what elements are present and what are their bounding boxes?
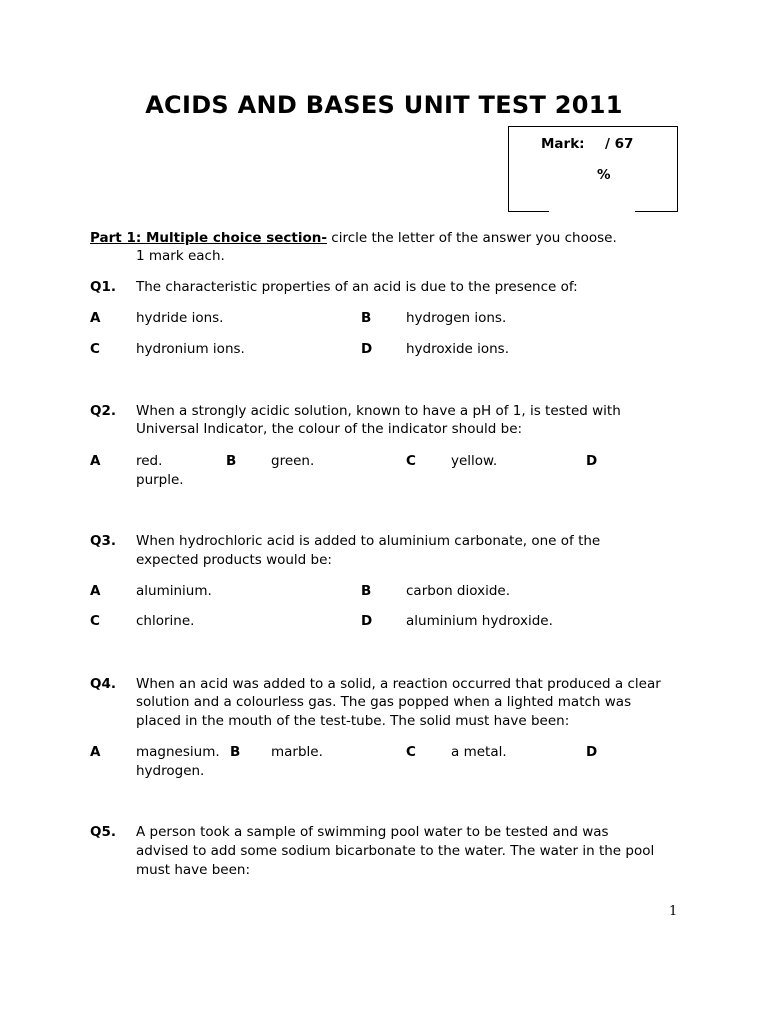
question-text: expected products would be: bbox=[136, 552, 332, 568]
option-letter: C bbox=[406, 744, 416, 760]
option-text: hydride ions. bbox=[136, 310, 224, 326]
option-letter: C bbox=[90, 613, 100, 629]
option-letter: B bbox=[361, 583, 372, 599]
mark-label: Mark: bbox=[541, 136, 585, 152]
option-letter: C bbox=[90, 341, 100, 357]
option-text: aluminium. bbox=[136, 583, 212, 599]
question-text: When a strongly acidic solution, known to have a pH of 1, is tested with bbox=[136, 403, 621, 419]
option-text: carbon dioxide. bbox=[406, 583, 510, 599]
option-letter: C bbox=[406, 453, 416, 469]
mark-out-of: / 67 bbox=[605, 136, 634, 152]
mark-box bbox=[508, 126, 678, 212]
part1-instruction-2: 1 mark each. bbox=[136, 248, 225, 264]
mark-percent: % bbox=[597, 167, 611, 183]
option-text: marble. bbox=[271, 744, 323, 760]
question-text: must have been: bbox=[136, 862, 251, 878]
question-text: When hydrochloric acid is added to aluminium carbonate, one of the bbox=[136, 533, 601, 549]
question-text: advised to add some sodium bicarbonate to the water. The water in the pool bbox=[136, 843, 655, 859]
option-letter: D bbox=[361, 341, 373, 357]
question-text: Universal Indicator, the colour of the indicator should be: bbox=[136, 421, 523, 437]
question-text: The characteristic properties of an acid is due to the presence of: bbox=[136, 279, 578, 295]
option-text: chlorine. bbox=[136, 613, 195, 629]
question-number: Q4. bbox=[90, 676, 116, 692]
question-number: Q1. bbox=[90, 279, 116, 295]
test-title: ACIDS AND BASES UNIT TEST 2011 bbox=[145, 91, 623, 119]
question-number: Q2. bbox=[90, 403, 116, 419]
option-text: red. bbox=[136, 453, 163, 469]
option-text: aluminium hydroxide. bbox=[406, 613, 553, 629]
option-text: purple. bbox=[136, 472, 184, 488]
option-text: hydrogen ions. bbox=[406, 310, 507, 326]
option-letter: A bbox=[90, 583, 101, 599]
option-text: a metal. bbox=[451, 744, 507, 760]
option-text: yellow. bbox=[451, 453, 498, 469]
question-text: solution and a colourless gas. The gas popped when a lighted match was bbox=[136, 694, 632, 710]
page-number: 1 bbox=[669, 904, 678, 919]
part1-instruction: circle the letter of the answer you choose. bbox=[326, 230, 617, 246]
question-text: When an acid was added to a solid, a reaction occurred that produced a clear bbox=[136, 676, 661, 692]
option-letter: A bbox=[90, 744, 101, 760]
option-text: hydrogen. bbox=[136, 763, 205, 779]
option-letter: B bbox=[230, 744, 241, 760]
option-text: hydroxide ions. bbox=[406, 341, 510, 357]
option-letter: D bbox=[586, 744, 598, 760]
option-letter: A bbox=[90, 310, 101, 326]
option-text: hydronium ions. bbox=[136, 341, 245, 357]
option-text: green. bbox=[271, 453, 315, 469]
option-letter: B bbox=[361, 310, 372, 326]
part1-heading: Part 1: Multiple choice section- bbox=[90, 230, 327, 246]
question-number: Q5. bbox=[90, 824, 116, 840]
part1-heading-line bbox=[90, 229, 617, 248]
question-text: placed in the mouth of the test-tube. The solid must have been: bbox=[136, 713, 570, 729]
question-text: A person took a sample of swimming pool water to be tested and was bbox=[136, 824, 609, 840]
option-letter: A bbox=[90, 453, 101, 469]
mark-box-gap bbox=[549, 211, 635, 212]
option-letter: D bbox=[361, 613, 373, 629]
option-letter: D bbox=[586, 453, 598, 469]
option-letter: B bbox=[226, 453, 237, 469]
question-number: Q3. bbox=[90, 533, 116, 549]
option-text: magnesium. bbox=[136, 744, 220, 760]
